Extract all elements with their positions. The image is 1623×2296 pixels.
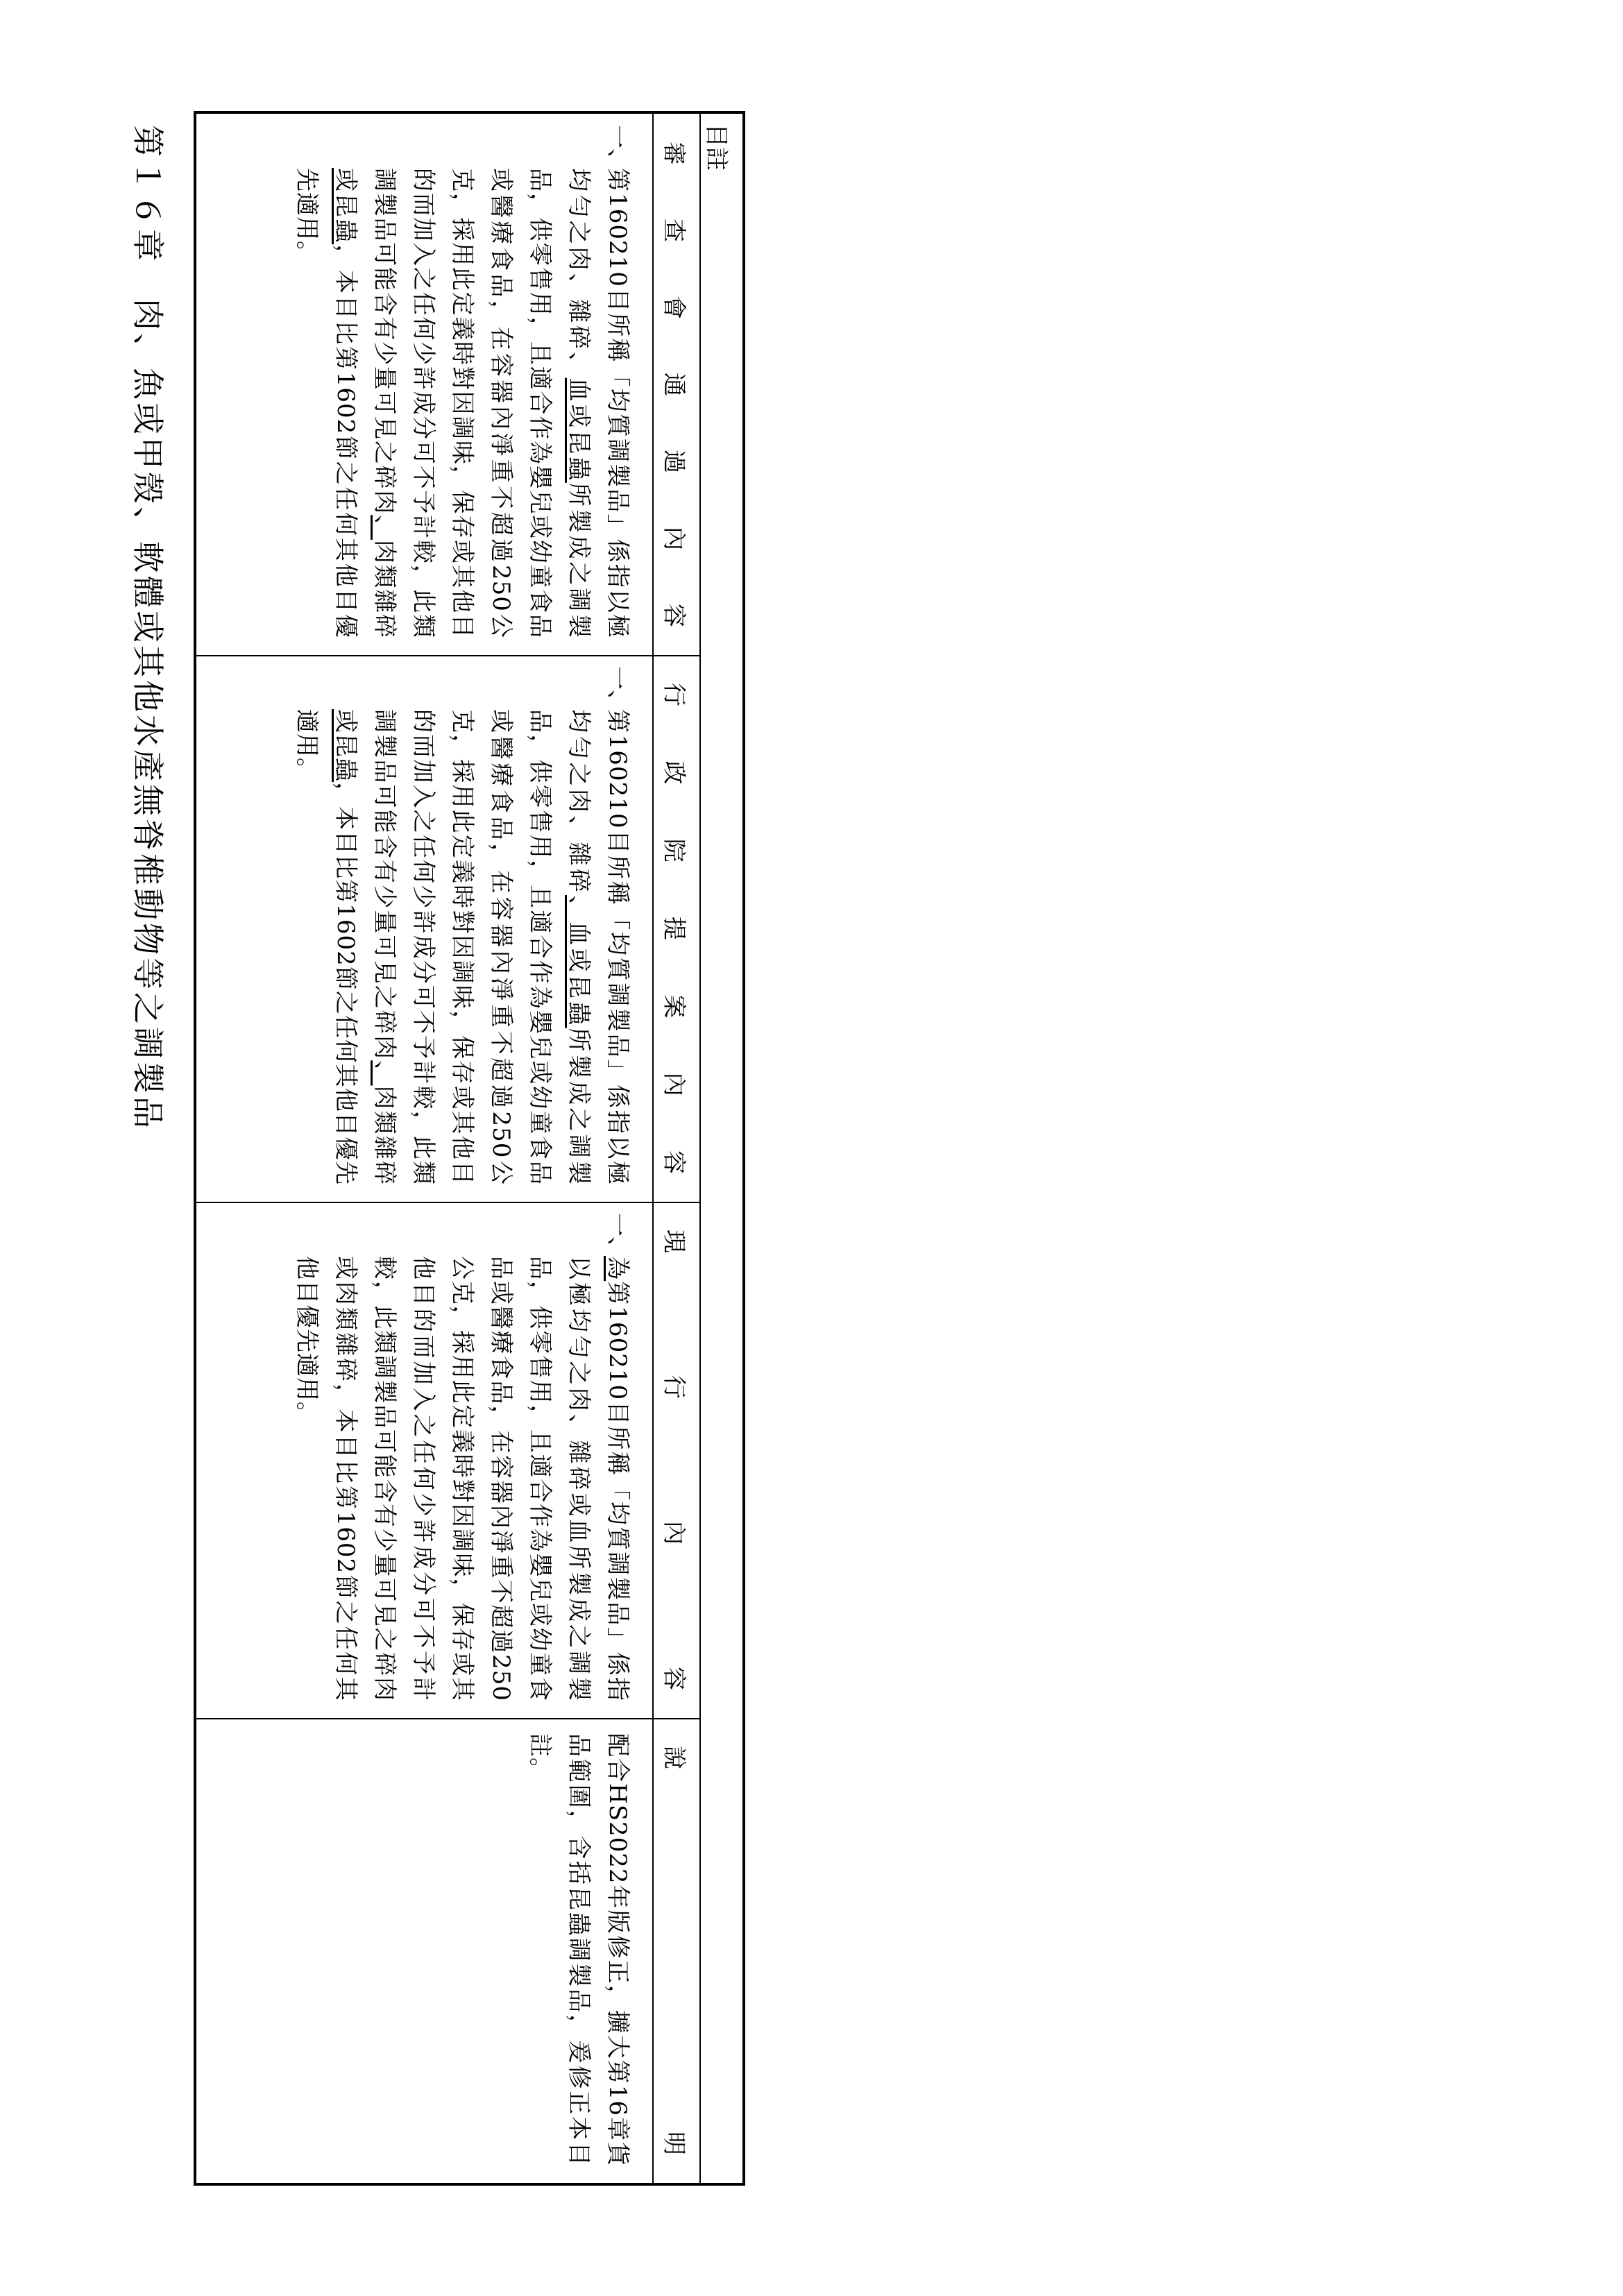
executive-content-cell — [196, 655, 652, 1202]
header-char: 提 — [660, 916, 688, 940]
amended-text: 、血或昆蟲 — [565, 895, 593, 1028]
review-content-cell — [196, 114, 652, 655]
header-char: 明 — [660, 2132, 688, 2155]
chapter-title: 第１６章 肉、魚或甲殼、軟體或其他水產無脊椎動物等之調製品 — [129, 125, 167, 1131]
item-number: 一、 — [604, 666, 631, 713]
note-label: 目註 — [702, 124, 730, 171]
header-char: 查 — [660, 219, 688, 242]
header-executive — [654, 655, 699, 1202]
amended-text: 、 — [371, 1060, 398, 1086]
header-char: 行 — [660, 683, 688, 706]
explanation-cell — [196, 1718, 652, 2183]
header-char: 內 — [660, 527, 688, 550]
header-char: 院 — [660, 838, 688, 862]
header-current — [654, 1202, 699, 1718]
header-char: 內 — [660, 1521, 688, 1545]
header-char: 會 — [660, 296, 688, 319]
current-content-cell — [196, 1202, 652, 1718]
header-char: 容 — [660, 604, 688, 627]
header-char: 政 — [660, 760, 688, 785]
explanation-text: 配合HS2022年版修正，擴大第16章貨品範圍，含括昆蟲調製品，爰修正本目註。 — [526, 1733, 631, 2166]
header-char: 審 — [660, 142, 688, 165]
header-char: 內 — [660, 1072, 688, 1096]
current-content-text: 為第160210目所稱「均質調製品」係指以極均勻之肉、雜碎或血所製成之調製品，供零售用，且適合作為嬰兒或幼童食品或醫療食品，在容器內淨重不超過250公克，採用此定義時對因調味，保存或其他目的而加入之任何少許成分可不予計較，此類調製品可能含有少量可見之碎肉或肉類雜碎，本目比第1602節之任何其他目優先適用。 — [293, 1256, 631, 1702]
review-content-text: 第160210目所稱「均質調製品」係指以極均勻之肉、雜碎、血或昆蟲所製成之調製品，供零售用，且適合作為嬰兒或幼童食品或醫療食品，在容器內淨重不超過250公克，採用此定義時對因調味，保存或其他目的而加入之任何少許成分可不予計較，此類調製品可能含有少量可見之碎肉、肉類雜碎或昆蟲，本目比第1602節之任何其他目優先適用。 — [293, 168, 631, 639]
header-char: 容 — [660, 1667, 688, 1690]
header-char: 容 — [660, 1150, 688, 1174]
header-char: 案 — [660, 994, 688, 1019]
amended-text: 或昆蟲 — [332, 709, 359, 783]
header-char: 通 — [660, 373, 688, 396]
executive-content-text: 第160210目所稱「均質調製品」係指以極均勻之肉、雜碎、血或昆蟲所製成之調製品，供零售用，且適合作為嬰兒或幼童食品或醫療食品，在容器內淨重不超過250公克，採用此定義時對因調味，保存或其他目的而加入之任何少許成分可不予計較，此類調製品可能含有少量可見之碎肉、肉類雜碎或昆蟲，本目比第1602節之任何其他目優先適用。 — [293, 709, 631, 1186]
header-char: 行 — [660, 1375, 688, 1399]
header-explanation — [654, 1718, 699, 2183]
note-row — [699, 114, 742, 2183]
amended-text: 血或昆蟲 — [565, 377, 593, 483]
header-char: 現 — [660, 1230, 688, 1253]
amended-text: 、 — [371, 515, 398, 540]
header-row — [652, 114, 699, 2183]
header-char: 說 — [660, 1746, 688, 1769]
amendment-table — [194, 111, 745, 2186]
item-number: 一、 — [604, 1213, 631, 1260]
header-review — [654, 114, 699, 655]
item-number: 一、 — [604, 125, 631, 172]
amended-text: 或昆蟲 — [332, 168, 359, 245]
amended-text: 為 — [604, 1256, 631, 1282]
header-char: 過 — [660, 450, 688, 473]
